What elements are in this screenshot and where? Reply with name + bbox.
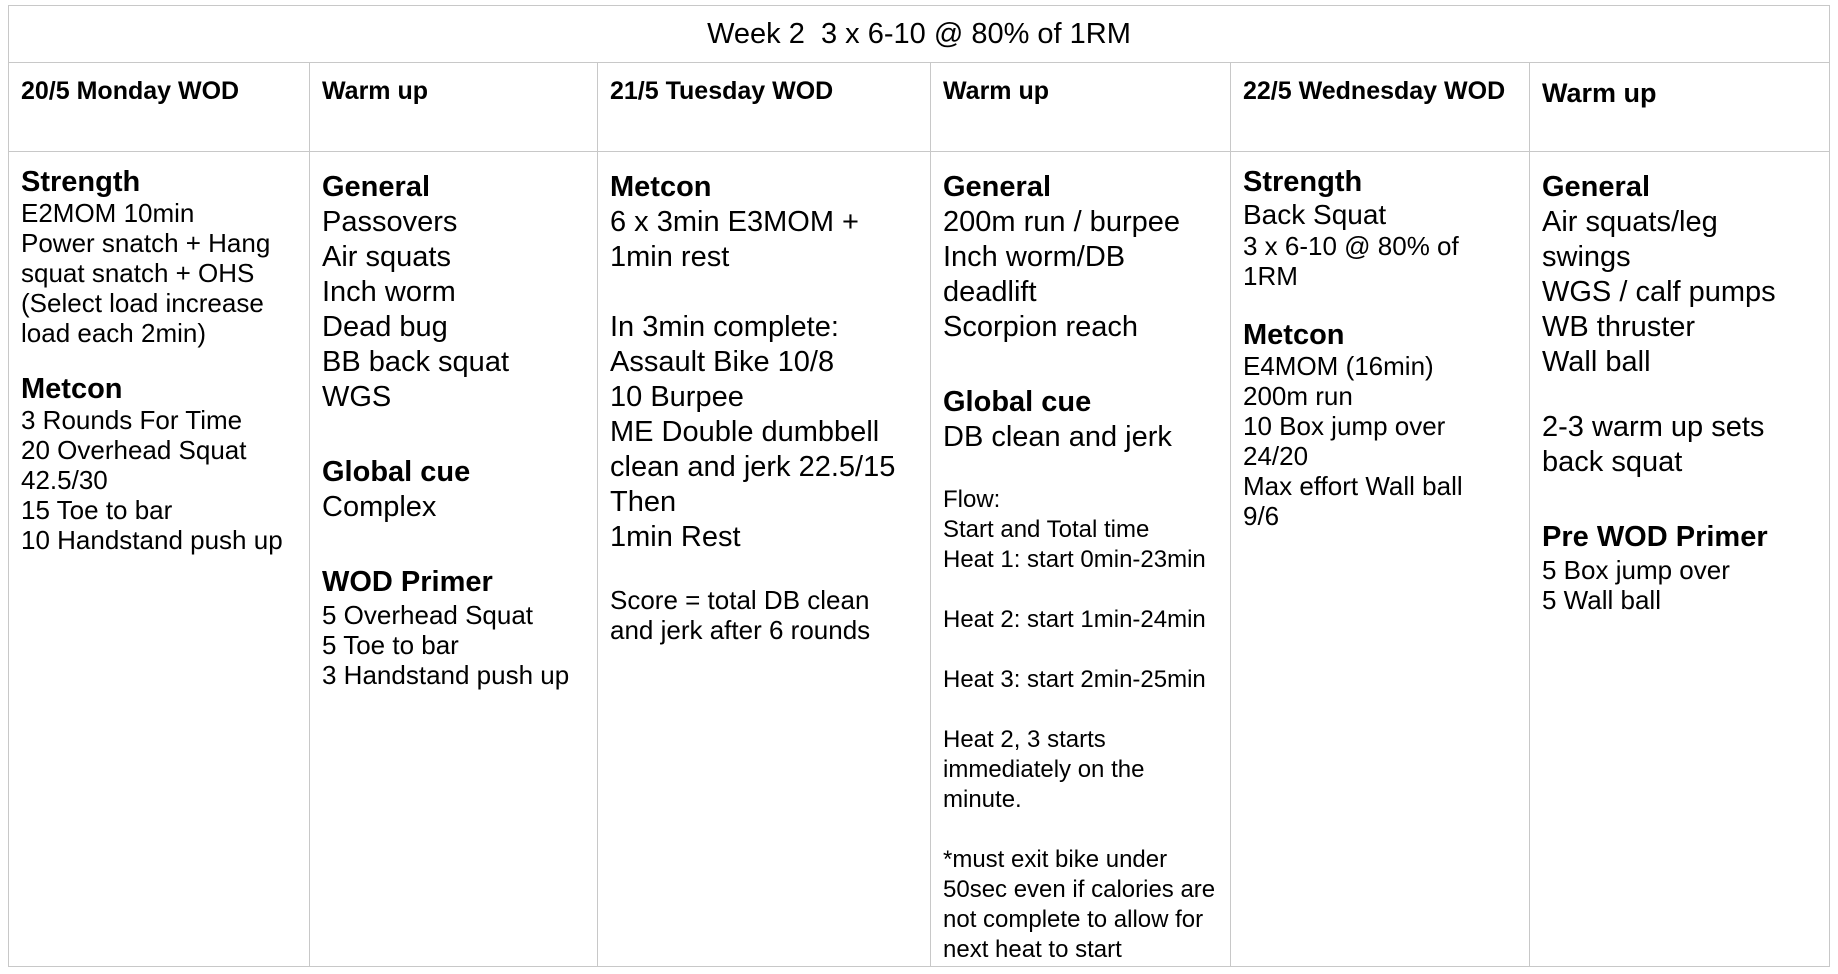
section-heading: Strength	[21, 166, 141, 198]
text-line: 20 Overhead Squat	[21, 435, 247, 465]
note-line: next heat to start	[943, 936, 1122, 963]
body-row	[9, 152, 1829, 966]
header-wednesday-wod: 22/5 Wednesday WOD	[1231, 63, 1530, 151]
text-line: Score = total DB clean	[610, 585, 870, 615]
text-line: 1min Rest	[610, 521, 741, 553]
text-line: 9/6	[1243, 501, 1280, 531]
tuesday-warmup-cell	[931, 152, 1231, 966]
section-heading: General	[943, 171, 1051, 203]
text-line: Back Squat	[1243, 199, 1387, 230]
note-line: immediately on the	[943, 756, 1145, 783]
text-line: DB clean and jerk	[943, 421, 1172, 453]
text-line: WGS	[322, 381, 392, 413]
text-line: 1min rest	[610, 241, 730, 273]
note-line: 50sec even if calories are	[943, 876, 1216, 903]
text-line: load each 2min)	[21, 318, 206, 348]
header-wednesday-warmup: Warm up	[1542, 78, 1657, 108]
text-line: 10 Handstand push up	[21, 525, 283, 555]
flow-line: Heat 2: start 1min-24min	[943, 606, 1206, 633]
header-row	[9, 63, 1829, 152]
text-line: E2MOM 10min	[21, 198, 195, 228]
text-line: swings	[1542, 241, 1631, 273]
text-line: 200m run / burpee	[943, 206, 1180, 238]
text-line: Then	[610, 486, 677, 518]
text-line: and jerk after 6 rounds	[610, 615, 871, 645]
text-line: E4MOM (16min)	[1243, 351, 1434, 381]
section-heading: Strength	[1243, 166, 1363, 198]
text-line: Inch worm/DB	[943, 241, 1126, 273]
text-line: Complex	[322, 491, 437, 523]
text-line: 6 x 3min E3MOM +	[610, 206, 859, 238]
header-monday-warmup: Warm up	[310, 63, 598, 151]
section-heading: Pre WOD Primer	[1542, 521, 1768, 553]
text-line: 3 Handstand push up	[322, 660, 570, 690]
workout-table	[8, 5, 1830, 967]
text-line: squat snatch + OHS	[21, 258, 255, 288]
text-line: Passovers	[322, 206, 458, 238]
text-line: WGS / calf pumps	[1542, 276, 1776, 308]
text-line: 200m run	[1243, 381, 1353, 411]
section-heading: Metcon	[1243, 319, 1345, 351]
flow-line: Start and Total time	[943, 516, 1150, 543]
wednesday-wod-cell	[1231, 152, 1530, 966]
header-tuesday-wod: 21/5 Tuesday WOD	[598, 63, 931, 151]
text-line: clean and jerk 22.5/15	[610, 451, 896, 483]
text-line: 5 Toe to bar	[322, 630, 459, 660]
section-heading: General	[1542, 171, 1650, 203]
text-line: 10 Burpee	[610, 381, 744, 413]
text-line: Power snatch + Hang	[21, 228, 271, 258]
text-line: BB back squat	[322, 346, 509, 378]
note-line: minute.	[943, 786, 1022, 813]
text-line: ME Double dumbbell	[610, 416, 880, 448]
text-line: (Select load increase	[21, 288, 264, 318]
text-line: 24/20	[1243, 441, 1309, 471]
text-line: WB thruster	[1542, 311, 1696, 343]
text-line: deadlift	[943, 276, 1037, 308]
header-tuesday-warmup: Warm up	[931, 63, 1231, 151]
section-heading: Metcon	[610, 171, 712, 203]
text-line: 5 Overhead Squat	[322, 600, 534, 630]
text-line: Assault Bike 10/8	[610, 346, 835, 378]
text-line: 2-3 warm up sets	[1542, 411, 1765, 443]
text-line: Wall ball	[1542, 346, 1651, 378]
section-heading: Global cue	[943, 386, 1092, 418]
text-line: In 3min complete:	[610, 311, 839, 343]
text-line: Max effort Wall ball	[1243, 471, 1463, 501]
text-line: back squat	[1542, 446, 1683, 478]
note-line: Heat 2, 3 starts	[943, 726, 1106, 753]
section-heading: WOD Primer	[322, 566, 493, 598]
text-line: 5 Wall ball	[1542, 585, 1661, 615]
monday-wod-cell	[9, 152, 310, 966]
text-line: Scorpion reach	[943, 311, 1139, 343]
header-monday-wod: 20/5 Monday WOD	[9, 63, 310, 151]
text-line: Air squats	[322, 241, 451, 273]
note-line: not complete to allow for	[943, 906, 1204, 933]
text-line: 1RM	[1243, 261, 1298, 291]
note-line: *must exit bike under	[943, 846, 1168, 873]
text-line: 15 Toe to bar	[21, 495, 173, 525]
text-line: 3 Rounds For Time	[21, 405, 243, 435]
week-title: Week 2 3 x 6-10 @ 80% of 1RM	[9, 6, 1829, 63]
section-heading: General	[322, 171, 430, 203]
section-heading: Metcon	[21, 373, 123, 405]
flow-line: Heat 1: start 0min-23min	[943, 546, 1206, 573]
text-line: 3 x 6-10 @ 80% of	[1243, 231, 1459, 261]
text-line: 42.5/30	[21, 465, 108, 495]
flow-line: Flow:	[943, 486, 1001, 513]
text-line: Air squats/leg	[1542, 206, 1718, 238]
section-heading: Global cue	[322, 456, 471, 488]
text-line: 5 Box jump over	[1542, 555, 1730, 585]
tuesday-wod-cell	[598, 152, 931, 966]
text-line: Dead bug	[322, 311, 448, 343]
monday-warmup-cell	[310, 152, 598, 966]
wednesday-warmup-cell	[1530, 152, 1831, 966]
text-line: Inch worm	[322, 276, 456, 308]
flow-line: Heat 3: start 2min-25min	[943, 666, 1206, 693]
text-line: 10 Box jump over	[1243, 411, 1446, 441]
